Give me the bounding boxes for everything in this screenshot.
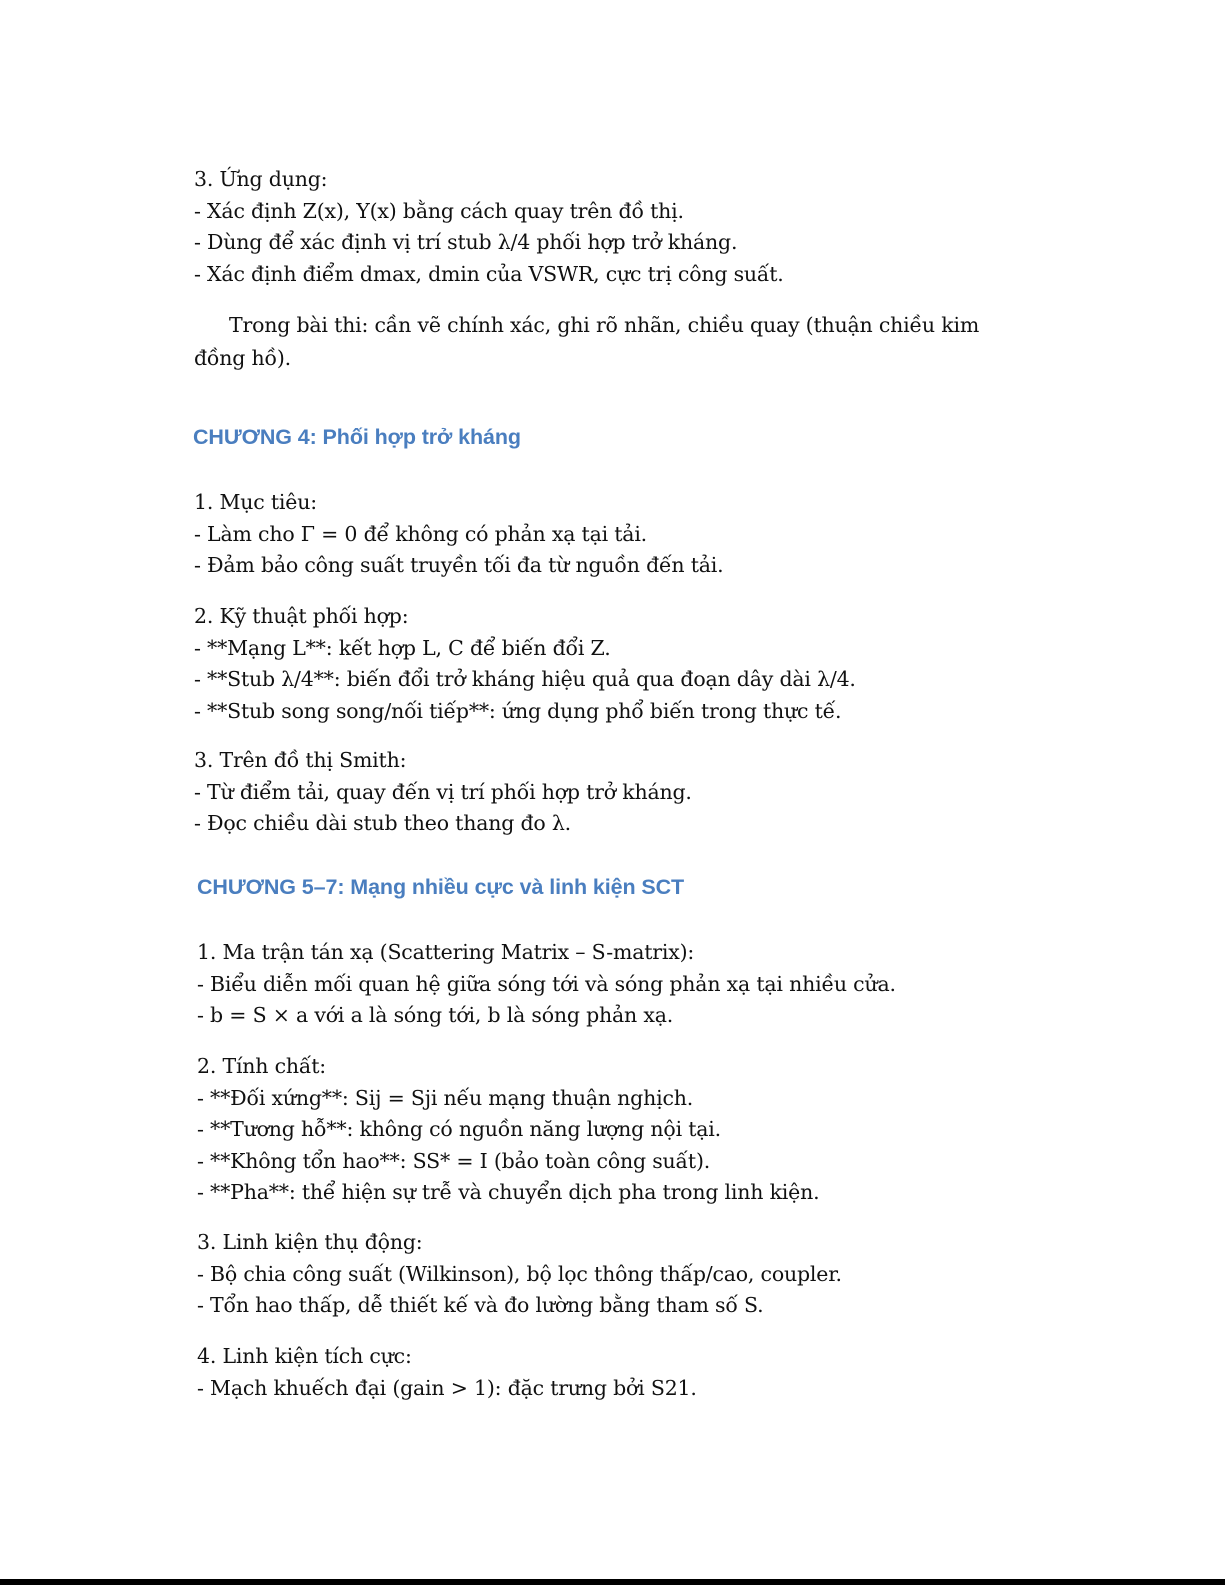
bullet-item: - Bộ chia công suất (Wilkinson), bộ lọc thông thấp/cao, coupler. <box>197 1261 842 1286</box>
ch4-ky-thuat <box>194 601 856 727</box>
exam-note-paragraph: Trong bài thi: cần vẽ chính xác, ghi rõ nhãn, chiều quay (thuận chiều kim đồng hồ). <box>194 313 980 370</box>
bullet-item: - Từ điểm tải, quay đến vị trí phối hợp trở kháng. <box>194 779 692 804</box>
bullet-item: - Biểu diễn mối quan hệ giữa sóng tới và sóng phản xạ tại nhiều cửa. <box>197 971 896 996</box>
bullet-item: - **Tương hỗ**: không có nguồn năng lượng nội tại. <box>197 1117 721 1141</box>
section-heading: 3. Trên đồ thị Smith: <box>194 748 407 772</box>
bullet-item: - Xác định điểm dmax, dmin của VSWR, cực trị công suất. <box>194 261 784 286</box>
section-heading: 2. Tính chất: <box>197 1054 327 1078</box>
section-heading: 3. Ứng dụng: <box>194 167 328 191</box>
ch57-tinh-chat <box>197 1051 819 1209</box>
bullet-item: - **Stub λ/4**: biến đổi trở kháng hiệu quả qua đoạn dây dài λ/4. <box>194 667 856 691</box>
bullet-item: - **Đối xứng**: Sij = Sji nếu mạng thuận nghịch. <box>197 1085 694 1110</box>
bullet-item: - Đọc chiều dài stub theo thang đo λ. <box>194 811 571 835</box>
bullet-item: - **Pha**: thể hiện sự trễ và chuyển dịch pha trong linh kiện. <box>197 1180 820 1204</box>
bullet-item: - Mạch khuếch đại (gain > 1): đặc trưng bởi S21. <box>197 1375 697 1400</box>
section-heading: 4. Linh kiện tích cực: <box>197 1344 412 1368</box>
section-heading: 2. Kỹ thuật phối hợp: <box>194 604 409 628</box>
section-ung-dung <box>194 164 784 290</box>
bullet-item: - Dùng để xác định vị trí stub λ/4 phối hợp trở kháng. <box>194 230 738 254</box>
bullet-item: - Tổn hao thấp, dễ thiết kế và đo lường bằng tham số S. <box>197 1293 764 1317</box>
bullet-item: - **Mạng L**: kết hợp L, C để biến đổi Z. <box>194 635 611 660</box>
section-heading: 1. Ma trận tán xạ (Scattering Matrix – S-matrix): <box>197 940 695 964</box>
bullet-item: - **Không tổn hao**: SS* = I (bảo toàn công suất). <box>197 1148 711 1173</box>
chapter-5-7-heading: CHƯƠNG 5–7: Mạng nhiều cực và linh kiện SCT <box>197 875 685 899</box>
bullet-item: - Xác định Z(x), Y(x) bằng cách quay trên đồ thị. <box>194 198 684 223</box>
chapter-4-heading: CHƯƠNG 4: Phối hợp trở kháng <box>193 425 521 449</box>
ch57-thu-dong <box>197 1227 842 1322</box>
section-heading: 3. Linh kiện thụ động: <box>197 1230 423 1254</box>
ch57-tich-cuc <box>197 1341 697 1404</box>
bullet-item: - Đảm bảo công suất truyền tối đa từ nguồn đến tải. <box>194 553 724 577</box>
page-bottom-border <box>0 1579 1225 1585</box>
bullet-item: - b = S × a với a là sóng tới, b là sóng phản xạ. <box>197 1003 674 1027</box>
bullet-item: - **Stub song song/nối tiếp**: ứng dụng phổ biến trong thực tế. <box>194 698 842 723</box>
ch4-muc-tieu <box>194 487 723 582</box>
ch4-do-thi-smith <box>194 745 692 840</box>
ch57-ma-tran <box>197 937 896 1032</box>
section-heading: 1. Mục tiêu: <box>194 490 317 514</box>
bullet-item: - Làm cho Γ = 0 để không có phản xạ tại tải. <box>194 521 648 546</box>
